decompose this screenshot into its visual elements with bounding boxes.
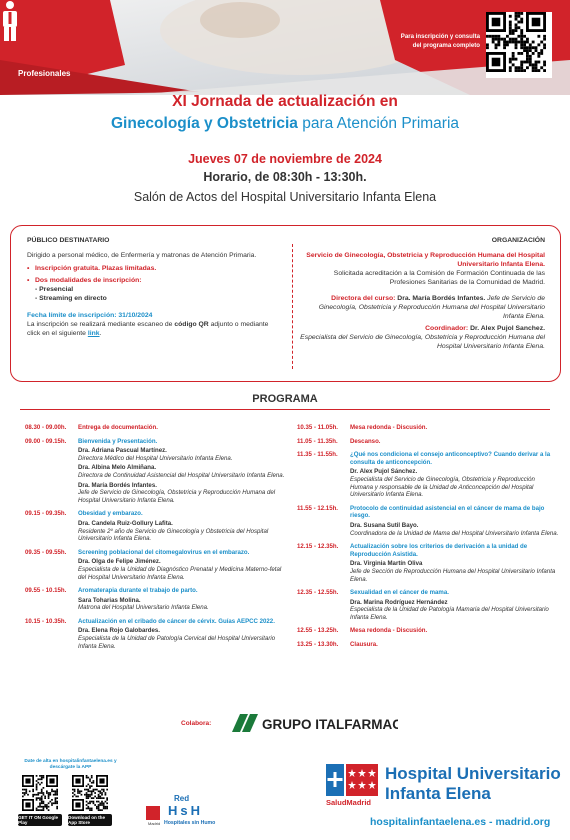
program-session — [297, 424, 559, 432]
app-store-qr-code[interactable] — [72, 775, 108, 811]
hsh-madrid: Madrid — [148, 821, 161, 826]
app-caption: Date de alta en hospitalinfantaelena.es y descárgate la APP — [24, 759, 117, 771]
program-session — [297, 641, 559, 649]
mode-streaming: - Streaming en directo — [35, 295, 107, 302]
session-title: Bienvenida y Presentación. — [78, 437, 158, 445]
coordinator — [299, 324, 545, 333]
session-title: Mesa redonda - Discusión. — [350, 424, 428, 431]
qr-caption: Para inscripción y consulta del programa completo — [400, 33, 480, 49]
speaker-role: Directora de Continuidad Asistencial del Hospital Universitario Infanta Elena. — [78, 471, 285, 479]
qr-icon — [72, 775, 108, 811]
reg-text-d: . — [99, 330, 102, 337]
category-label: Profesionales — [18, 69, 71, 78]
speaker-name: Dra. Adriana Pascual Martínez. — [78, 447, 167, 455]
session-time: 11.35 - 11.55h. — [297, 451, 338, 459]
audience-text: Dirigido a personal médico, de Enfermería y matronas de Atención Primaria. — [27, 252, 257, 259]
google-play-badge[interactable]: GET IT ON Google Play — [18, 814, 62, 826]
red-hsh-logo — [146, 792, 226, 833]
speaker-name: Dra. Susana Sutil Bayo. — [350, 521, 419, 529]
event-title-specialty: Ginecología y Obstetricia — [110, 115, 298, 132]
programa-column-right — [297, 424, 559, 655]
accreditation-text: Solicitada acreditación a la Comisión de Formación Continuada de las Profesiones Sanitarias de la Comunidad de Madrid. — [333, 270, 545, 286]
salud-madrid-stars-icon — [326, 764, 378, 796]
session-content — [350, 424, 559, 432]
session-time: 13.25 - 13.30h. — [297, 641, 339, 649]
session-content — [78, 549, 287, 581]
hospital-name-line2: Infanta Elena — [385, 784, 491, 803]
speaker-name: Dra. Candela Ruiz-Gollury Lafita. — [78, 519, 173, 527]
speaker-role: Directora Médico del Hospital Universitario Infanta Elena. — [78, 454, 233, 462]
speaker-name: Dra. Olga de Felipe Jiménez. — [78, 558, 161, 566]
session-content — [78, 510, 287, 542]
reg-text-qr: código QR — [174, 321, 209, 328]
session-content — [350, 589, 559, 621]
session-time: 11.55 - 12.15h. — [297, 504, 338, 512]
speaker-role: Residente 2º año de Servicio de Ginecología y Obstetricia del Hospital Universitario Infanta Elena. — [78, 527, 269, 543]
registration-link[interactable]: link — [87, 330, 100, 337]
event-venue: Salón de Actos del Hospital Universitario Infanta Elena — [133, 190, 437, 204]
speaker-name: Dra. María Bordés Infantes. — [78, 481, 157, 489]
session-time: 09.35 - 09.55h. — [25, 548, 67, 556]
hsh-red: Red — [174, 794, 190, 803]
registration-qr-code[interactable] — [486, 12, 552, 78]
hospital-name-line1: Hospital Universitario — [385, 764, 561, 783]
reg-text-c: adjunto o mediante click en el siguiente — [27, 321, 269, 337]
program-session — [25, 510, 287, 542]
session-time: 08.30 - 09.00h. — [25, 424, 67, 431]
organization-heading: ORGANIZACIÓN — [491, 237, 545, 244]
speaker-role: Matrona del Hospital Universitario Infanta Elena. — [78, 604, 209, 612]
speaker-role: Especialista de la Unidad de Diagnóstico Prenatal y Medicina Materno-fetal del Hospital Universitario Infanta Elena. — [78, 565, 282, 581]
programa-column-left — [25, 424, 287, 656]
hsh-tagline: Hospitales sin Humo — [164, 820, 216, 826]
session-title: ¿Qué nos condiciona el consejo anticonceptivo? Cuando derivar a la consulta de anticoncepción. — [350, 451, 551, 466]
course-director — [299, 294, 545, 321]
session-title: Descanso. — [350, 437, 381, 445]
program-session — [25, 549, 287, 581]
session-title: Sexualidad en el cáncer de mama. — [350, 589, 449, 597]
speaker-name: Dra. Marina Rodríguez Hernández — [350, 598, 448, 606]
audience-heading: PÚBLICO DESTINATARIO — [27, 237, 110, 244]
session-title: Obesidad y embarazo. — [78, 510, 143, 518]
speaker-role: Especialista de la Unidad de Patología Mamaria del Hospital Universitario Infanta Elena. — [350, 606, 549, 621]
session-content — [78, 587, 287, 612]
session-time: 12.15 - 12.35h. — [297, 543, 339, 551]
program-session — [297, 543, 559, 583]
header-background — [0, 0, 570, 95]
session-content — [350, 543, 559, 583]
info-box — [10, 225, 561, 382]
session-time: 10.35 - 11.05h. — [297, 424, 338, 431]
speaker-role: Coordinadora de la Unidad de Mama del Hospital Universitario Infanta Elena. — [350, 529, 559, 537]
mode-in-person: - Presencial — [35, 286, 74, 293]
session-title: Screening poblacional del citomegalovirus en el embarazo. — [78, 548, 250, 556]
qr-icon — [22, 775, 58, 811]
organizing-service: Servicio de Ginecología, Obstetricia y Reproducción Humana del Hospital Universitario Infanta Elena. — [306, 252, 545, 268]
speaker-role: Jefe de Servicio de Ginecología, Obstetricia y Reproducción Humana del Hospital Universitario Infanta Elena. — [78, 489, 276, 504]
session-time: 12.55 - 13.25h. — [297, 627, 339, 635]
event-title-line2 — [0, 115, 570, 133]
session-content — [350, 505, 559, 537]
session-time: 12.35 - 12.55h. — [297, 589, 339, 597]
professional-person-icon — [0, 0, 20, 42]
programa-title: PROGRAMA — [252, 393, 318, 405]
bullet-free: • Inscripción gratuita. Plazas limitadas. — [27, 264, 281, 273]
event-title-line1: XI Jornada de actualización en — [172, 93, 398, 110]
session-content — [78, 438, 287, 505]
director-label: Directora del curso: — [331, 295, 396, 302]
coordinator-role: Especialista del Servicio de Ginecología, Obstetricia y Reproducción Humana del Hospital Universitario Infanta Elena. — [300, 334, 545, 350]
session-title: Aromaterapia durante el trabajo de parto. — [78, 587, 198, 595]
session-time: 09.15 - 09.35h. — [25, 510, 67, 518]
program-session — [297, 451, 559, 499]
session-title: Actualización en el cribado de cáncer de cérvix. Guías AEPCC 2022. — [78, 617, 275, 625]
speaker-role: Especialista de la Unidad de Patología Cervical del Hospital Universitario Infanta Elena. — [78, 635, 276, 650]
program-session — [297, 438, 559, 446]
session-content — [78, 424, 287, 432]
program-session — [25, 424, 287, 432]
event-hours: Horario, de 08:30h - 13:30h. — [203, 170, 367, 184]
session-title: Protocolo de continuidad asistencial en el cáncer de mama de bajo riesgo. — [350, 504, 545, 520]
hospital-url-link[interactable]: hospitalinfantaelena.es - madrid.org — [370, 816, 551, 828]
qr-icon — [486, 12, 546, 72]
speaker-role: Especialista del Servicio de Ginecología, Obstetricia y Reproducción Humana y responsable de la Unidad de Anticoncepción del Hospital Universitario Infanta Elena. — [350, 475, 535, 499]
program-session — [25, 438, 287, 505]
event-title-audience: para Atención Primaria — [297, 115, 460, 132]
sponsor-name: GRUPO ITALFARMACO — [262, 717, 398, 732]
session-content — [350, 641, 559, 649]
program-session — [25, 618, 287, 650]
audience-section — [27, 236, 281, 338]
session-time: 09.55 - 10.15h. — [25, 587, 67, 595]
hsh-letters: HsH — [168, 803, 204, 818]
collaborator-label: Colabora: — [181, 720, 212, 727]
reg-text-a: La inscripción se realizará mediante escaneo de — [27, 321, 175, 328]
session-content — [78, 618, 287, 650]
speaker-name: Dra. Albina Melo Almiñana. — [78, 464, 157, 472]
speaker-name: Dr. Alex Pujol Sánchez. — [350, 468, 418, 476]
hsh-logo-mark — [146, 792, 226, 828]
session-title: Mesa redonda - Discusión. — [350, 627, 428, 635]
session-content — [350, 438, 559, 446]
session-title: Entrega de documentación. — [78, 424, 158, 431]
audience-bullets — [27, 264, 281, 285]
session-title: Actualización sobre los criterios de derivación a la unidad de Reproducción Asistida. — [350, 543, 528, 558]
program-session — [297, 589, 559, 621]
app-store-badge[interactable]: Download on the App Store — [68, 814, 112, 826]
session-content — [350, 627, 559, 635]
speaker-role: Jefe de Sección de Reproducción Humana del Hospital Universitario Infanta Elena. — [350, 567, 556, 583]
program-session — [297, 627, 559, 635]
coordinator-name: Dr. Alex Pujol Sanchez. — [468, 325, 545, 332]
session-title: Clausura. — [350, 641, 378, 649]
programa-divider — [20, 409, 550, 410]
speaker-name: Dra. Virginia Martín Oliva — [350, 560, 423, 568]
bullet-modes: • Dos modalidades de inscripción: — [27, 276, 281, 285]
header-banner — [0, 0, 570, 95]
info-divider — [292, 244, 293, 369]
session-time: 09.00 - 09.15h. — [25, 437, 67, 445]
session-time: 10.15 - 10.35h. — [25, 617, 67, 625]
coordinator-label: Coordinador: — [425, 325, 469, 332]
event-date: Jueves 07 de noviembre de 2024 — [188, 152, 382, 166]
hospital-logo-icon — [326, 764, 378, 801]
speaker-name: Sara Toharias Molina. — [78, 596, 141, 604]
italfarmaco-logo — [228, 710, 398, 741]
session-time: 11.05 - 11.35h. — [297, 437, 338, 445]
program-session — [297, 505, 559, 537]
registration-deadline: Fecha límite de inscripción: 31/10/2024 — [27, 312, 153, 319]
session-content — [350, 451, 559, 499]
program-session — [25, 587, 287, 612]
organization-section — [299, 236, 545, 351]
sponsor-logo-mark — [228, 710, 398, 736]
salud-madrid-label: SaludMadrid — [326, 798, 372, 807]
registration-instructions — [27, 320, 281, 338]
director-role: Jefe de Servicio de Ginecología, Obstetricia y Reproducción Humana del Hospital Universitario Infanta Elena. — [318, 295, 545, 320]
director-name: Dra. María Bordés Infantes. — [395, 295, 486, 302]
speaker-name: Dra. Elena Rojo Galobardes. — [78, 627, 160, 635]
google-play-qr-code[interactable] — [22, 775, 58, 811]
